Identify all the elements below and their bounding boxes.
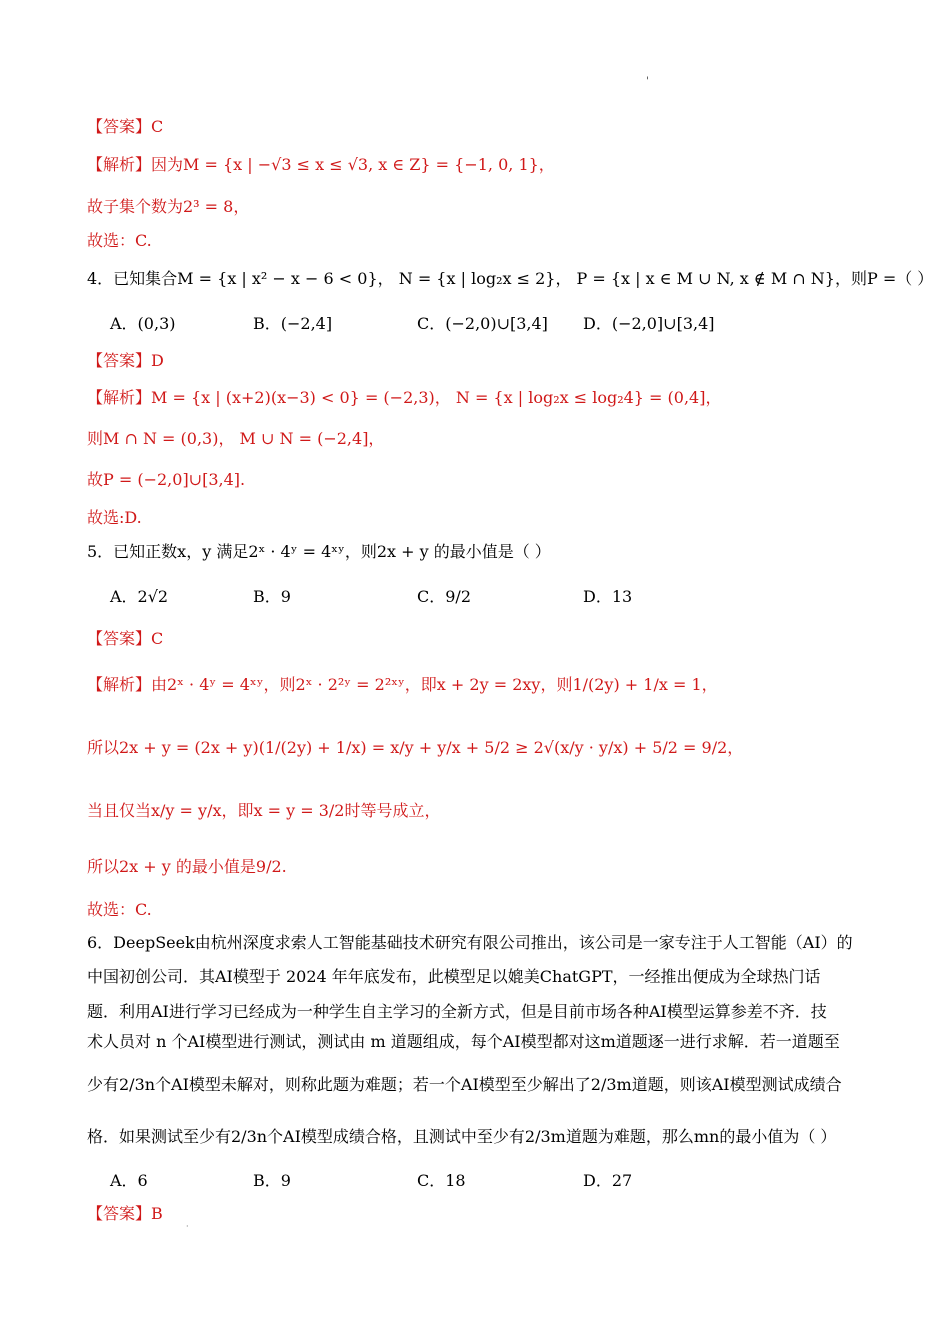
q5-conclusion: 故选：C. <box>87 900 152 919</box>
q3-analysis-line2: 故子集个数为2³ = 8， <box>87 197 250 216</box>
q4-option-c: C．(−2,0)∪[3,4] <box>417 314 548 333</box>
q4-option-a: A．(0,3) <box>110 314 176 333</box>
q5-answer: 【答案】C <box>87 629 164 648</box>
q6-stem-line3: 题．利用AI进行学习已经成为一种学生自主学习的全新方式，但是目前市场各种AI模型运算参差不齐．技 <box>87 1002 827 1021</box>
q6-stem-line2: 中国初创公司．其AI模型于 2024 年年底发布，此模型足以媲美ChatGPT，一经推出便成为全球热门话 <box>87 967 821 986</box>
q6-stem-line5: 少有2/3n个AI模型未解对，则称此题为难题；若一个AI模型至少解出了2/3m道题，则该AI模型测试成绩合 <box>87 1075 842 1094</box>
q3-answer: 【答案】C <box>87 117 164 136</box>
q4-analysis-line3: 故P = (−2,0]∪[3,4]. <box>87 470 246 489</box>
q4-stem: 4．已知集合M = {x | x² − x − 6 < 0}， N = {x | log₂x ≤ 2}， P = {x | x ∈ M ∪ N, x ∉ M ∩ N}，则P =（ ） <box>87 269 934 288</box>
q6-stem-line4: 术人员对 n 个AI模型进行测试，测试由 m 道题组成，每个AI模型都对这m道题逐一进行求解．若一道题至 <box>87 1032 840 1051</box>
q4-analysis: 【解析】M = {x | (x+2)(x−3) < 0} = (−2,3)， N = {x | log₂x ≤ log₂4} = (0,4]， <box>87 388 722 407</box>
q4-answer: 【答案】D <box>87 351 164 370</box>
q6-option-a: A．6 <box>110 1171 148 1190</box>
q4-option-b: B．(−2,4] <box>253 314 333 333</box>
q5-option-c: C．9/2 <box>417 587 471 606</box>
q6-option-b: B．9 <box>253 1171 291 1190</box>
q5-option-b: B．9 <box>253 587 291 606</box>
q6-stem-line1: 6．DeepSeek由杭州深度求索人工智能基础技术研究有限公司推出，该公司是一家专注于人工智能（AI）的 <box>87 933 853 952</box>
q5-option-d: D．13 <box>583 587 633 606</box>
q6-option-c: C．18 <box>417 1171 466 1190</box>
q5-analysis: 【解析】由2ˣ · 4ʸ = 4ˣʸ，则2ˣ · 2²ʸ = 2²ˣʸ，即x + 2y = 2xy，则1/(2y) + 1/x = 1， <box>87 675 718 694</box>
q5-option-a: A．2√2 <box>110 587 169 606</box>
q6-stem-line6: 格．如果测试至少有2/3n个AI模型成绩合格，且测试中至少有2/3m道题为难题，那么mn的最小值为（ ） <box>87 1127 837 1146</box>
q5-analysis-line3: 当且仅当x/y = y/x，即x = y = 3/2时等号成立， <box>87 801 441 820</box>
q5-stem: 5．已知正数x，y 满足2ˣ · 4ʸ = 4ˣʸ，则2x + y 的最小值是（ ） <box>87 542 551 561</box>
q6-option-d: D．27 <box>583 1171 633 1190</box>
bottom-mark: · <box>186 1222 189 1231</box>
q5-analysis-line2: 所以2x + y = (2x + y)(1/(2y) + 1/x) = x/y + y/x + 5/2 ≥ 2√(x/y · y/x) + 5/2 = 9/2， <box>87 738 744 757</box>
q4-analysis-line2: 则M ∩ N = (0,3)， M ∪ N = (−2,4]， <box>87 429 385 448</box>
q5-analysis-line4: 所以2x + y 的最小值是9/2. <box>87 857 287 876</box>
q6-answer: 【答案】B <box>87 1204 163 1223</box>
q3-conclusion: 故选：C. <box>87 231 152 250</box>
q4-conclusion: 故选:D. <box>87 508 142 527</box>
q3-analysis: 【解析】因为M = {x | −√3 ≤ x ≤ √3, x ∈ Z} = {−1, 0, 1}， <box>87 155 555 174</box>
top-mark: ' <box>646 76 649 87</box>
q4-option-d: D．(−2,0]∪[3,4] <box>583 314 715 333</box>
